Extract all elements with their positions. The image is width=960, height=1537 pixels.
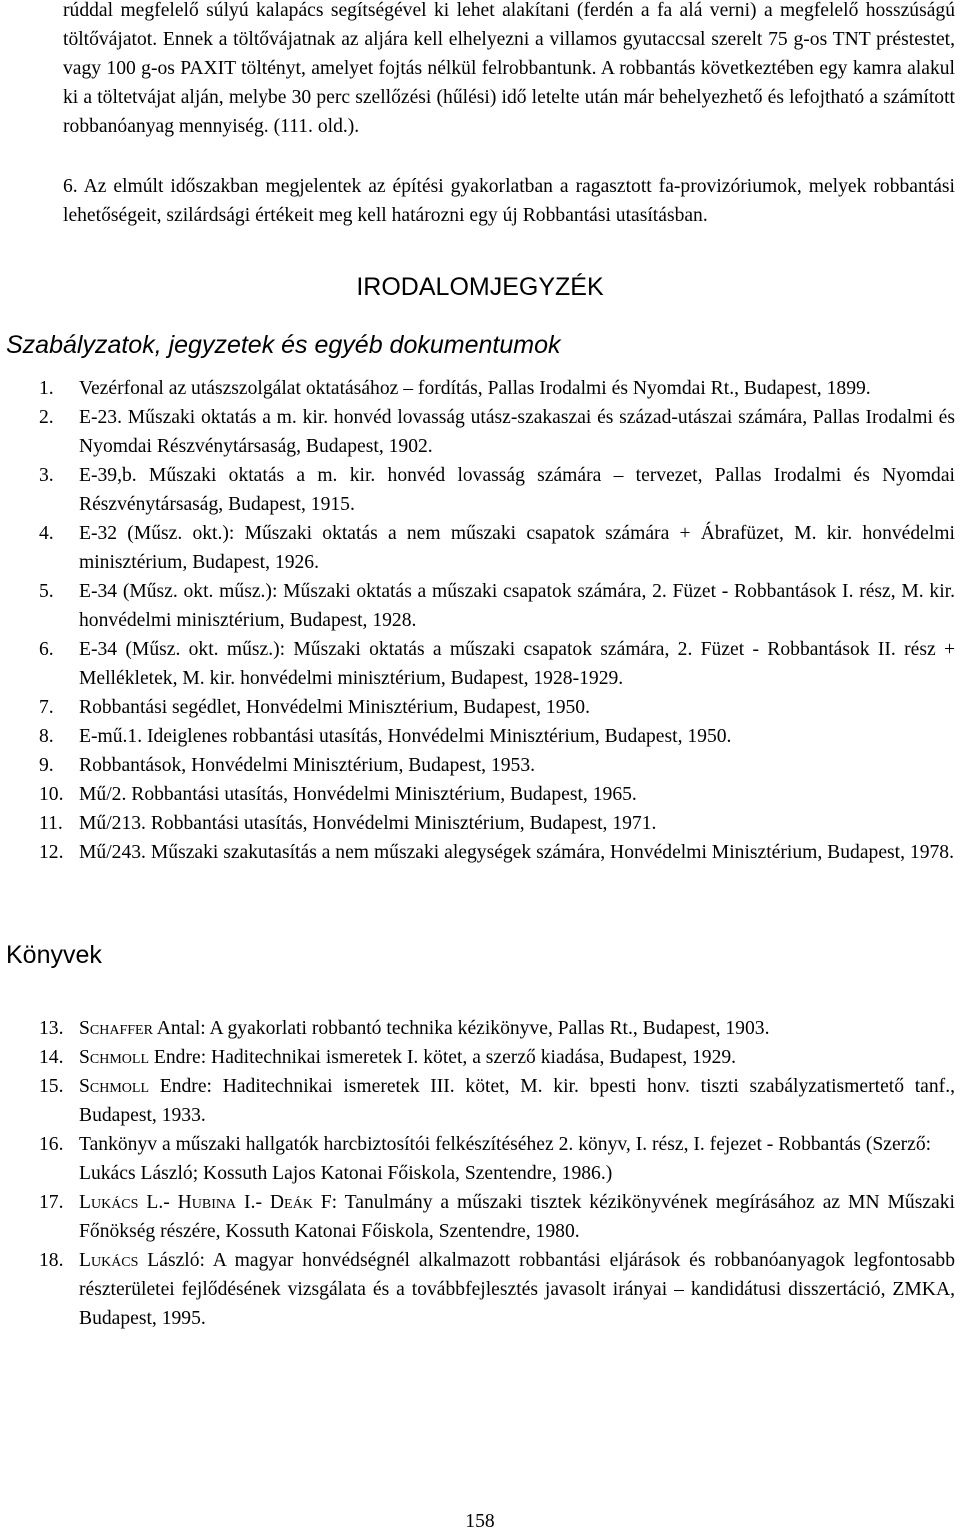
author-name: Schmoll: [79, 1047, 150, 1068]
reference-item: [0, 403, 955, 461]
reference-text: E-23. Műszaki oktatás a m. kir. honvéd lovasság utász-szakaszai és század-utászai számára, Pallas Irodalmi és Nyomdai Részvénytársaság, Budapest, 1902.: [79, 407, 955, 457]
author-name: Schaffer: [79, 1018, 153, 1039]
reference-number: 4.: [39, 523, 54, 544]
reference-number: 13.: [39, 1018, 64, 1039]
reference-item: [0, 1246, 955, 1333]
reference-number: 16.: [39, 1134, 64, 1155]
paragraph-item-6: 6. Az elmúlt időszakban megjelentek az építési gyakorlatban a ragasztott fa-provizóriumok, melyek robbantási lehetőségeit, szilárdsági értékeit meg kell határozni egy új Robbantási utasításban.: [63, 176, 955, 226]
reference-item: [0, 809, 955, 838]
reference-item: [0, 635, 955, 693]
reference-number: 7.: [39, 697, 54, 718]
reference-number: 2.: [39, 407, 54, 428]
reference-item: [0, 577, 955, 635]
reference-number: 5.: [39, 581, 54, 602]
reference-text: Robbantások, Honvédelmi Minisztérium, Budapest, 1953.: [79, 755, 536, 776]
reference-number: 18.: [39, 1250, 64, 1271]
reference-text: E-34 (Műsz. okt. műsz.): Műszaki oktatás a műszaki csapatok számára, 2. Füzet - Robbantások I. rész, M. kir. honvédelmi minisztérium, Budapest, 1928.: [79, 581, 955, 631]
reference-item: [0, 1043, 955, 1072]
reference-number: 17.: [39, 1192, 64, 1213]
reference-text: Vezérfonal az utászszolgálat oktatásához – fordítás, Pallas Irodalmi és Nyomdai Rt., Budapest, 1899.: [79, 378, 871, 399]
paragraph-continuation: rúddal megfelelő súlyú kalapács segítségével ki lehet alakítani (ferdén a fa alá verni) a megfelelő hosszúságú töltővájatot. Ennek a töltővájatnak az aljára kell elhelyezni a villamos gyutaccsal szerelt 75 g-os TNT préstestet, vagy 100 g-os PAXIT töltényt, amelyet fojtás nélkül felrobbantunk. A robbantás következtében egy kamra alakul ki a töltetvájat alján, melybe 30 perc szellőzési (hűlési) idő letelte után már behelyezhető és lefojtható a számított robbanóanyag mennyiség. (111. old.).: [63, 0, 955, 137]
reference-text: E-mű.1. Ideiglenes robbantási utasítás, Honvédelmi Minisztérium, Budapest, 1950.: [79, 726, 732, 747]
books-list: [0, 1014, 960, 1333]
reference-text: Lukács L.- Hubina I.- Deák F: Tanulmány a műszaki tisztek kézikönyvének megírásához az MN Műszaki Főnökség részére, Kossuth Katonai Főiskola, Szentendre, 1980.: [79, 1192, 955, 1242]
reference-number: 6.: [39, 639, 54, 660]
reference-number: 11.: [39, 813, 63, 834]
reference-text: Mű/213. Robbantási utasítás, Honvédelmi Minisztérium, Budapest, 1971.: [79, 813, 657, 834]
reference-item: [0, 693, 955, 722]
reference-item: [0, 519, 955, 577]
reference-text: E-34 (Műsz. okt. műsz.): Műszaki oktatás a műszaki csapatok számára, 2. Füzet - Robbantások II. rész + Mellékletek, M. kir. honvédelmi minisztérium, Budapest, 1928-1929.: [79, 639, 955, 689]
reference-item: [0, 780, 955, 809]
reference-text: Schaffer Antal: A gyakorlati robbantó technika kézikönyve, Pallas Rt., Budapest, 1903.: [79, 1018, 770, 1039]
reference-item: [0, 461, 955, 519]
regulations-heading: Szabályzatok, jegyzetek és egyéb dokumentumok: [6, 331, 561, 359]
reference-item: [0, 838, 955, 867]
reference-number: 8.: [39, 726, 54, 747]
reference-text: Schmoll Endre: Haditechnikai ismeretek I. kötet, a szerző kiadása, Budapest, 1929.: [79, 1047, 737, 1068]
regulations-list: [0, 374, 960, 867]
author-name: Hubina: [177, 1192, 237, 1213]
reference-number: 10.: [39, 784, 64, 805]
reference-item: [0, 1130, 955, 1188]
reference-number: 1.: [39, 378, 54, 399]
reference-text: Robbantási segédlet, Honvédelmi Minisztérium, Budapest, 1950.: [79, 697, 590, 718]
reference-number: 9.: [39, 755, 54, 776]
bibliography-heading: IRODALOMJEGYZÉK: [356, 273, 604, 301]
author-name: Lukács: [79, 1192, 139, 1213]
reference-number: 12.: [39, 842, 64, 863]
reference-item: [0, 1188, 955, 1246]
reference-text: Schmoll Endre: Haditechnikai ismeretek III. kötet, M. kir. bpesti honv. tiszti szabályzatismertető tanf., Budapest, 1933.: [79, 1076, 955, 1126]
reference-text: Tankönyv a műszaki hallgatók harcbiztosítói felkészítéséhez 2. könyv, I. rész, I. fejezet - Robbantás (Szerző: Lukács László; Kossuth Lajos Katonai Főiskola, Szentendre, 1986.): [79, 1134, 932, 1184]
author-name: Schmoll: [79, 1076, 150, 1097]
reference-number: 14.: [39, 1047, 64, 1068]
reference-number: 3.: [39, 465, 54, 486]
reference-text: Mű/2. Robbantási utasítás, Honvédelmi Minisztérium, Budapest, 1965.: [79, 784, 637, 805]
reference-text: E-39,b. Műszaki oktatás a m. kir. honvéd lovasság számára – tervezet, Pallas Irodalmi és Nyomdai Részvénytársaság, Budapest, 1915.: [79, 465, 955, 515]
reference-number: 15.: [39, 1076, 64, 1097]
books-heading: Könyvek: [6, 941, 102, 969]
author-name: Lukács: [79, 1250, 139, 1271]
page-number: 158: [465, 1511, 495, 1532]
reference-item: [0, 1072, 955, 1130]
author-name: Deák: [269, 1192, 313, 1213]
reference-text: Lukács László: A magyar honvédségnél alkalmazott robbantási eljárások és robbanóanyagok legfontosabb részterületei fejlődésének vizsgálata és a továbbfejlesztés javasolt irányai – kandidátusi disszertáció, ZMKA, Budapest, 1995.: [79, 1250, 955, 1329]
reference-item: [0, 1014, 955, 1043]
reference-item: [0, 722, 955, 751]
reference-item: [0, 751, 955, 780]
reference-text: E-32 (Műsz. okt.): Műszaki oktatás a nem műszaki csapatok számára + Ábrafüzet, M. kir. honvédelmi minisztérium, Budapest, 1926.: [79, 523, 955, 573]
reference-item: [0, 374, 955, 403]
reference-text: Mű/243. Műszaki szakutasítás a nem műszaki alegységek számára, Honvédelmi Minisztérium, Budapest, 1978.: [79, 842, 954, 863]
